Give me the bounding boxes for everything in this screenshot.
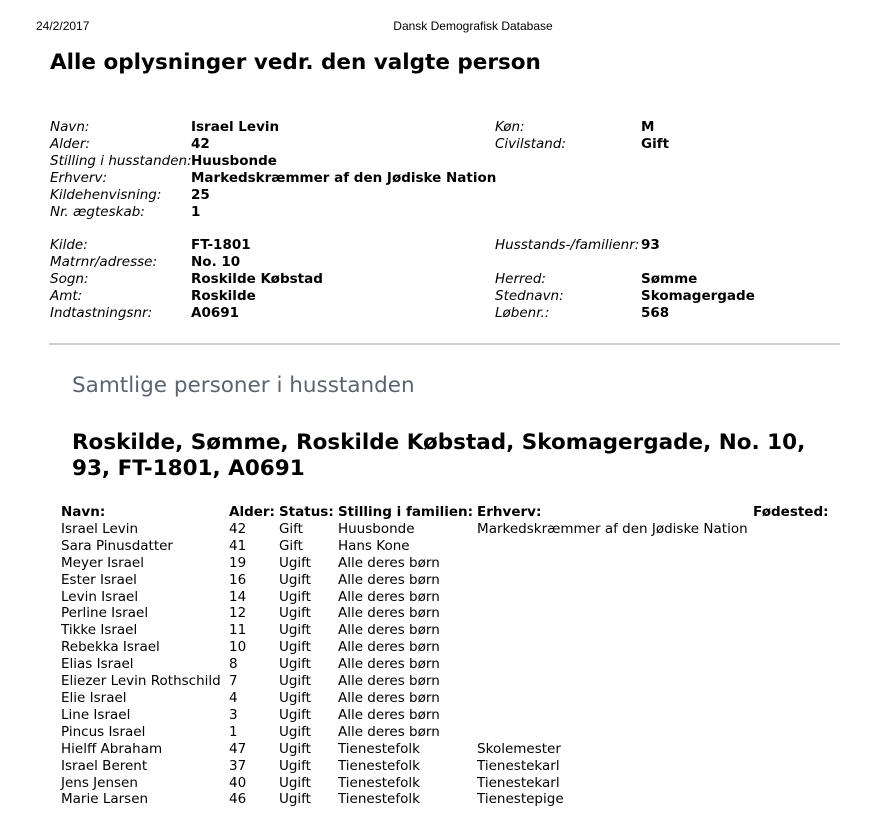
erhverv-value: Markedskræmmer af den Jødiske Nation (191, 170, 497, 186)
cell-stilling: Alle deres børn (337, 622, 440, 639)
table-row (59, 555, 831, 572)
table-row (59, 639, 831, 656)
cell-erhverv (475, 639, 751, 656)
cell-status: Ugift (278, 639, 311, 656)
cell-alder: 8 (229, 656, 238, 673)
cell-fodested (751, 690, 830, 707)
cell-status: Ugift (278, 656, 311, 673)
cell-fodested (751, 538, 830, 555)
table-body (59, 521, 831, 808)
cell-alder: 3 (229, 706, 238, 723)
husstand-value: 93 (641, 237, 660, 253)
erhverv-label: Erhverv: (50, 170, 108, 186)
matrnr-label: Matrnr/adresse: (50, 254, 158, 270)
cell-stilling: Alle deres børn (337, 673, 440, 690)
table-row (59, 538, 831, 555)
print-date: 24/2/2017 (36, 19, 90, 33)
info-row-alder (0, 136, 886, 153)
table-row (59, 791, 831, 808)
database-name: Dansk Demografisk Database (393, 19, 553, 33)
column-header-status: Status: (278, 504, 334, 520)
civilstand-value: Gift (641, 136, 670, 152)
info-row-amt (0, 288, 886, 305)
cell-alder: 14 (229, 588, 247, 605)
kon-value: M (641, 119, 655, 135)
info-row-kildehenvisning (0, 187, 886, 204)
cell-alder: 7 (229, 673, 238, 690)
table-row (59, 775, 831, 792)
cell-fodested (751, 572, 830, 589)
person-info-block-1 (0, 119, 886, 221)
table-row (59, 707, 831, 724)
cell-status: Ugift (278, 757, 311, 774)
cell-stilling: Tienestefolk (337, 740, 420, 757)
info-row-sogn (0, 271, 886, 288)
cell-navn: Ester Israel (61, 571, 137, 588)
alder-value: 42 (191, 136, 210, 152)
table-row (59, 673, 831, 690)
cell-fodested (751, 724, 830, 741)
amt-value: Roskilde (191, 288, 256, 304)
info-row-stilling (0, 153, 886, 170)
table-row (59, 589, 831, 606)
sogn-value: Roskilde Købstad (191, 271, 323, 287)
cell-status: Gift (278, 520, 303, 537)
info-row-matrnr (0, 254, 886, 271)
cell-erhverv: Tienestekarl (477, 757, 560, 774)
cell-navn: Jens Jensen (61, 774, 138, 791)
cell-fodested (751, 639, 830, 656)
cell-alder: 19 (229, 554, 247, 571)
cell-fodested (751, 605, 830, 622)
cell-status: Ugift (278, 622, 311, 639)
table-row (59, 656, 831, 673)
cell-stilling: Huusbonde (337, 520, 415, 537)
cell-erhverv: Markedskræmmer af den Jødiske Nation (477, 520, 748, 537)
herred-label: Herred: (495, 271, 546, 287)
kildehenvisning-value: 25 (191, 187, 210, 203)
cell-stilling: Alle deres børn (337, 689, 440, 706)
cell-navn: Tikke Israel (61, 622, 138, 639)
herred-value: Sømme (641, 271, 698, 287)
aegteskab-label: Nr. ægteskab: (50, 204, 145, 220)
table-row (59, 605, 831, 622)
table-row (59, 690, 831, 707)
table-row (59, 572, 831, 589)
table-row (59, 724, 831, 741)
cell-navn: Israel Berent (61, 757, 148, 774)
cell-erhverv (475, 656, 751, 673)
table-row (59, 622, 831, 639)
cell-navn: Line Israel (61, 706, 131, 723)
household-place: Roskilde, Sømme, Roskilde Købstad, Skomagergade, No. 10, 93, FT-1801, A0691 (72, 430, 806, 481)
civilstand-label: Civilstand: (495, 136, 566, 152)
kilde-value: FT-1801 (191, 237, 251, 253)
cell-alder: 10 (229, 639, 247, 656)
sogn-label: Sogn: (50, 271, 89, 287)
cell-status: Gift (278, 537, 303, 554)
table-row (59, 741, 831, 758)
cell-stilling: Tienestefolk (337, 757, 420, 774)
cell-alder: 42 (229, 520, 247, 537)
cell-stilling: Tienestefolk (337, 791, 420, 808)
info-row-aegteskab (0, 204, 886, 221)
cell-status: Ugift (278, 554, 311, 571)
cell-stilling: Alle deres børn (337, 605, 440, 622)
table-row (59, 521, 831, 538)
cell-fodested (751, 791, 830, 808)
cell-stilling: Tienestefolk (337, 774, 420, 791)
cell-fodested (751, 775, 830, 792)
column-header-stilling: Stilling i familien: (337, 504, 474, 520)
column-header-alder: Alder: (229, 504, 275, 520)
stilling-value: Huusbonde (191, 153, 277, 169)
cell-alder: 41 (229, 537, 247, 554)
cell-status: Ugift (278, 706, 311, 723)
cell-erhverv (475, 538, 751, 555)
cell-stilling: Alle deres børn (337, 656, 440, 673)
navn-value: Israel Levin (191, 119, 280, 135)
aegteskab-value: 1 (191, 204, 201, 220)
kon-label: Køn: (495, 119, 525, 135)
cell-alder: 46 (229, 791, 247, 808)
kildehenvisning-label: Kildehenvisning: (50, 187, 162, 203)
cell-fodested (751, 622, 830, 639)
cell-navn: Sara Pinusdatter (61, 537, 173, 554)
stilling-label: Stilling i husstanden: (50, 153, 192, 169)
cell-status: Ugift (278, 723, 311, 740)
cell-erhverv (475, 605, 751, 622)
cell-navn: Israel Levin (61, 520, 139, 537)
lobenr-label: Løbenr.: (495, 305, 550, 321)
cell-fodested (751, 521, 830, 538)
cell-erhverv (475, 690, 751, 707)
cell-erhverv (475, 724, 751, 741)
cell-erhverv (475, 572, 751, 589)
cell-erhverv (475, 555, 751, 572)
info-row-erhverv (0, 170, 886, 187)
amt-label: Amt: (50, 288, 83, 304)
cell-fodested (751, 656, 830, 673)
column-header-erhverv: Erhverv: (477, 504, 542, 520)
cell-status: Ugift (278, 740, 311, 757)
cell-navn: Elias Israel (61, 656, 134, 673)
cell-navn: Meyer Israel (61, 554, 144, 571)
cell-erhverv: Skolemester (477, 740, 561, 757)
cell-alder: 47 (229, 740, 247, 757)
cell-stilling: Alle deres børn (337, 588, 440, 605)
kilde-label: Kilde: (50, 237, 88, 253)
info-row-indtastning (0, 305, 886, 322)
section-divider (49, 343, 840, 345)
cell-erhverv: Tienestekarl (477, 774, 560, 791)
cell-fodested (751, 673, 830, 690)
stednavn-value: Skomagergade (641, 288, 755, 304)
cell-erhverv (475, 707, 751, 724)
cell-alder: 16 (229, 571, 247, 588)
cell-erhverv (475, 673, 751, 690)
cell-navn: Perline Israel (61, 605, 149, 622)
cell-stilling: Alle deres børn (337, 639, 440, 656)
cell-navn: Levin Israel (61, 588, 139, 605)
cell-navn: Pincus Israel (61, 723, 146, 740)
cell-fodested (751, 589, 830, 606)
cell-status: Ugift (278, 571, 311, 588)
cell-stilling: Alle deres børn (337, 706, 440, 723)
cell-erhverv (475, 622, 751, 639)
matrnr-value: No. 10 (191, 254, 241, 270)
household-table (59, 504, 831, 808)
alder-label: Alder: (50, 136, 90, 152)
cell-alder: 40 (229, 774, 247, 791)
lobenr-value: 568 (641, 305, 670, 321)
cell-alder: 11 (229, 622, 247, 639)
cell-navn: Elie Israel (61, 689, 127, 706)
household-heading: Samtlige personer i husstanden (72, 373, 415, 398)
column-header-navn: Navn: (61, 504, 106, 520)
husstand-label: Husstands-/familienr: (495, 237, 640, 253)
indtastning-value: A0691 (191, 305, 240, 321)
cell-alder: 1 (229, 723, 238, 740)
cell-alder: 12 (229, 605, 247, 622)
cell-fodested (751, 741, 830, 758)
cell-navn: Eliezer Levin Rothschild (61, 673, 221, 690)
cell-status: Ugift (278, 689, 311, 706)
info-row-kilde (0, 237, 886, 254)
cell-navn: Rebekka Israel (61, 639, 160, 656)
indtastning-label: Indtastningsnr: (50, 305, 153, 321)
cell-alder: 37 (229, 757, 247, 774)
cell-stilling: Alle deres børn (337, 571, 440, 588)
cell-fodested (751, 707, 830, 724)
cell-fodested (751, 758, 830, 775)
column-header-fodested: Fødested: (753, 504, 829, 520)
table-header-row (59, 504, 831, 521)
person-info-block-2 (0, 237, 886, 322)
cell-status: Ugift (278, 673, 311, 690)
cell-status: Ugift (278, 774, 311, 791)
cell-stilling: Alle deres børn (337, 554, 440, 571)
cell-navn: Marie Larsen (61, 791, 149, 808)
table-row (59, 758, 831, 775)
cell-alder: 4 (229, 689, 238, 706)
info-row-navn (0, 119, 886, 136)
cell-status: Ugift (278, 791, 311, 808)
cell-erhverv: Tienestepige (477, 791, 564, 808)
stednavn-label: Stednavn: (495, 288, 564, 304)
page-title: Alle oplysninger vedr. den valgte person (50, 50, 541, 75)
cell-stilling: Hans Kone (337, 537, 410, 554)
cell-navn: Hielff Abraham (61, 740, 163, 757)
cell-stilling: Alle deres børn (337, 723, 440, 740)
cell-status: Ugift (278, 588, 311, 605)
cell-status: Ugift (278, 605, 311, 622)
cell-fodested (751, 555, 830, 572)
navn-label: Navn: (50, 119, 90, 135)
cell-erhverv (475, 589, 751, 606)
